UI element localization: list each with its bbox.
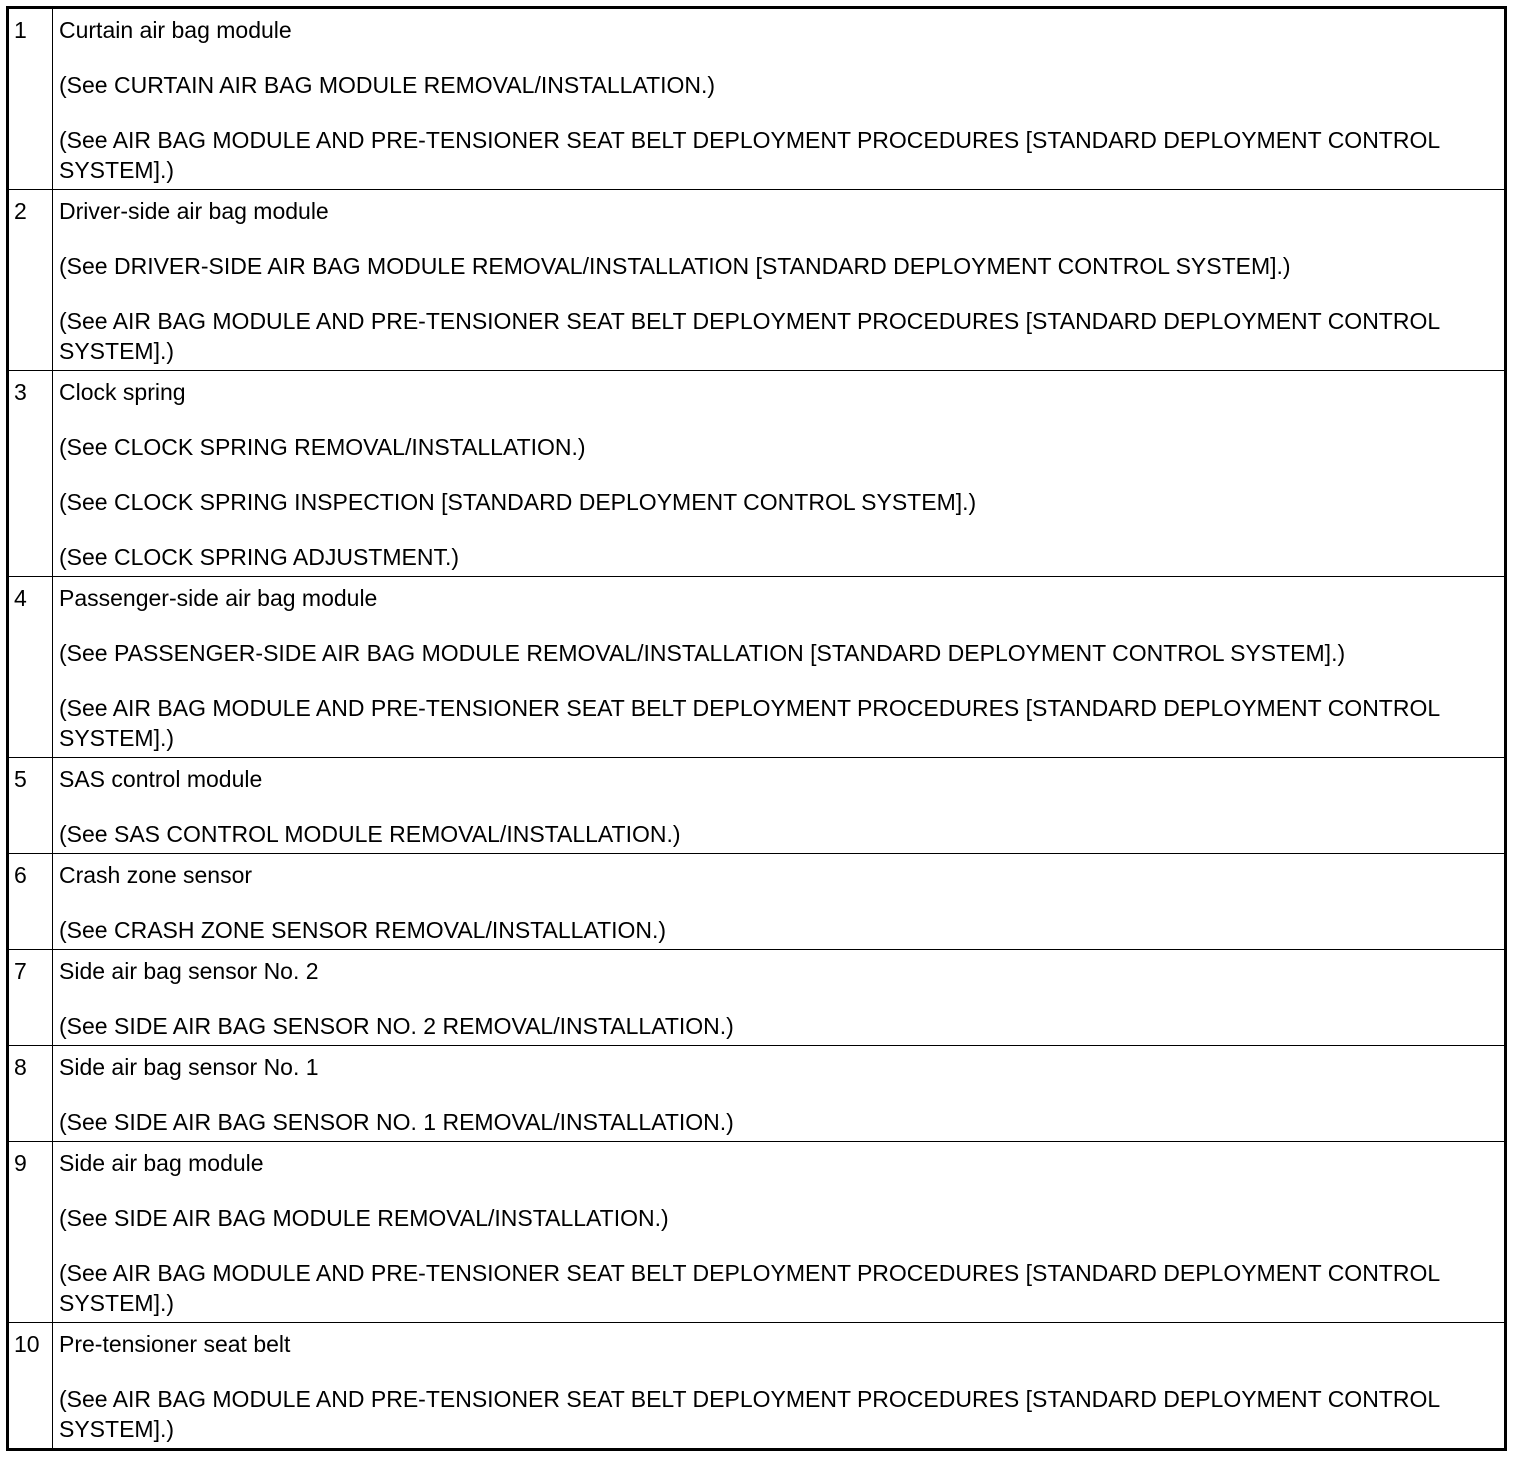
item-number-cell [8, 1323, 53, 1450]
procedure-reference: (See PASSENGER-SIDE AIR BAG MODULE REMOVAL/INSTALLATION [STANDARD DEPLOYMENT CONTROL SYSTEM].) [59, 640, 1346, 666]
item-number-cell [8, 371, 53, 577]
component-name: Pre-tensioner seat belt [59, 1331, 291, 1357]
item-number: 7 [14, 958, 27, 984]
item-description-cell [53, 8, 1506, 190]
procedure-reference: (See AIR BAG MODULE AND PRE-TENSIONER SEAT BELT DEPLOYMENT PROCEDURES [STANDARD DEPLOYMENT CONTROL SYSTEM].) [59, 1260, 1440, 1316]
procedure-reference: (See CLOCK SPRING INSPECTION [STANDARD DEPLOYMENT CONTROL SYSTEM].) [59, 489, 977, 515]
table-row [8, 758, 1506, 854]
item-number-cell [8, 854, 53, 950]
component-name: Passenger-side air bag module [59, 585, 378, 611]
table-row [8, 8, 1506, 190]
procedure-reference: (See CURTAIN AIR BAG MODULE REMOVAL/INSTALLATION.) [59, 72, 716, 98]
item-number: 10 [14, 1331, 40, 1357]
item-number-cell [8, 1046, 53, 1142]
table-row [8, 1046, 1506, 1142]
item-number-cell [8, 1142, 53, 1323]
item-description-cell [53, 190, 1506, 371]
component-name: Driver-side air bag module [59, 198, 329, 224]
procedure-reference: (See DRIVER-SIDE AIR BAG MODULE REMOVAL/INSTALLATION [STANDARD DEPLOYMENT CONTROL SYSTEM].) [59, 253, 1291, 279]
component-name: Curtain air bag module [59, 17, 292, 43]
item-number: 2 [14, 198, 27, 224]
item-number: 3 [14, 379, 27, 405]
item-description-cell [53, 950, 1506, 1046]
item-description-cell [53, 854, 1506, 950]
procedure-reference: (See CLOCK SPRING REMOVAL/INSTALLATION.) [59, 434, 586, 460]
component-reference-table [6, 6, 1507, 1451]
table-row [8, 854, 1506, 950]
component-name: Side air bag module [59, 1150, 264, 1176]
item-description-cell [53, 758, 1506, 854]
table-row [8, 577, 1506, 758]
table-row [8, 950, 1506, 1046]
item-description-cell [53, 1046, 1506, 1142]
procedure-reference: (See AIR BAG MODULE AND PRE-TENSIONER SEAT BELT DEPLOYMENT PROCEDURES [STANDARD DEPLOYMENT CONTROL SYSTEM].) [59, 127, 1440, 183]
component-name: Crash zone sensor [59, 862, 253, 888]
procedure-reference: (See SAS CONTROL MODULE REMOVAL/INSTALLATION.) [59, 821, 681, 847]
procedure-reference: (See CRASH ZONE SENSOR REMOVAL/INSTALLATION.) [59, 917, 667, 943]
item-number: 6 [14, 862, 27, 888]
table-body [8, 8, 1506, 1450]
item-number-cell [8, 8, 53, 190]
component-name: SAS control module [59, 766, 263, 792]
procedure-reference: (See AIR BAG MODULE AND PRE-TENSIONER SEAT BELT DEPLOYMENT PROCEDURES [STANDARD DEPLOYMENT CONTROL SYSTEM].) [59, 695, 1440, 751]
item-number: 1 [14, 17, 27, 43]
table-row [8, 1142, 1506, 1323]
component-name: Side air bag sensor No. 2 [59, 958, 319, 984]
procedure-reference: (See SIDE AIR BAG MODULE REMOVAL/INSTALLATION.) [59, 1205, 669, 1231]
item-description-cell [53, 1142, 1506, 1323]
item-number: 4 [14, 585, 27, 611]
item-description-cell [53, 577, 1506, 758]
item-number-cell [8, 950, 53, 1046]
procedure-reference: (See CLOCK SPRING ADJUSTMENT.) [59, 544, 460, 570]
table-row [8, 1323, 1506, 1450]
procedure-reference: (See SIDE AIR BAG SENSOR NO. 2 REMOVAL/INSTALLATION.) [59, 1013, 734, 1039]
item-number-cell [8, 577, 53, 758]
procedure-reference: (See AIR BAG MODULE AND PRE-TENSIONER SEAT BELT DEPLOYMENT PROCEDURES [STANDARD DEPLOYMENT CONTROL SYSTEM].) [59, 1386, 1440, 1442]
item-number: 5 [14, 766, 27, 792]
procedure-reference: (See AIR BAG MODULE AND PRE-TENSIONER SEAT BELT DEPLOYMENT PROCEDURES [STANDARD DEPLOYMENT CONTROL SYSTEM].) [59, 308, 1440, 364]
item-number-cell [8, 758, 53, 854]
item-number-cell [8, 190, 53, 371]
table-row [8, 190, 1506, 371]
item-description-cell [53, 371, 1506, 577]
item-description-cell [53, 1323, 1506, 1450]
component-name: Clock spring [59, 379, 186, 405]
item-number: 9 [14, 1150, 27, 1176]
table-row [8, 371, 1506, 577]
component-name: Side air bag sensor No. 1 [59, 1054, 319, 1080]
procedure-reference: (See SIDE AIR BAG SENSOR NO. 1 REMOVAL/INSTALLATION.) [59, 1109, 734, 1135]
item-number: 8 [14, 1054, 27, 1080]
